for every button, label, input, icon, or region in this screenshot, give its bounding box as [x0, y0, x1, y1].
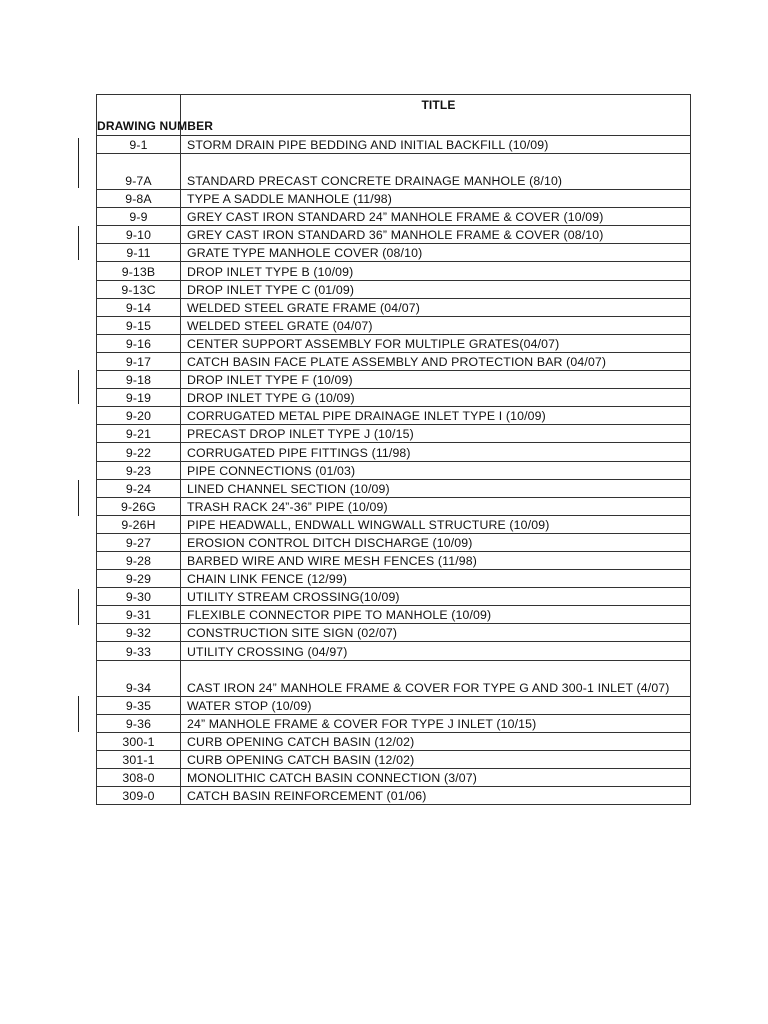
drawing-title: UTILITY CROSSING (04/97): [181, 642, 691, 660]
table-row: [97, 226, 691, 244]
drawing-number: 9-13C: [97, 280, 181, 298]
drawing-title: GREY CAST IRON STANDARD 24” MANHOLE FRAME & COVER (10/09): [181, 208, 691, 226]
drawing-number: 9-24: [97, 479, 181, 497]
drawing-number: 301-1: [97, 750, 181, 768]
table-row: [97, 696, 691, 714]
table-row: [97, 280, 691, 298]
drawing-number: 9-19: [97, 389, 181, 407]
table-row: [97, 461, 691, 479]
drawing-title: GREY CAST IRON STANDARD 36” MANHOLE FRAME & COVER (08/10): [181, 226, 691, 244]
drawing-number: 9-31: [97, 606, 181, 624]
drawing-number: 9-16: [97, 334, 181, 352]
drawing-number: 9-36: [97, 714, 181, 732]
drawing-title: 24” MANHOLE FRAME & COVER FOR TYPE J INLET (10/15): [181, 714, 691, 732]
drawing-title: PIPE CONNECTIONS (01/03): [181, 461, 691, 479]
drawing-title: EROSION CONTROL DITCH DISCHARGE (10/09): [181, 533, 691, 551]
table-row: [97, 389, 691, 407]
drawing-title: PRECAST DROP INLET TYPE J (10/15): [181, 425, 691, 443]
drawing-title: CATCH BASIN FACE PLATE ASSEMBLY AND PROTECTION BAR (04/07): [181, 352, 691, 370]
table-row: [97, 136, 691, 154]
table-row: [97, 407, 691, 425]
drawing-title: CORRUGATED METAL PIPE DRAINAGE INLET TYPE I (10/09): [181, 407, 691, 425]
drawing-number: 9-35: [97, 696, 181, 714]
table-row: [97, 624, 691, 642]
drawing-title: WATER STOP (10/09): [181, 696, 691, 714]
table-row: [97, 787, 691, 805]
table-row: [97, 606, 691, 624]
drawing-number: 9-8A: [97, 190, 181, 208]
revision-bar: [78, 138, 79, 188]
table-row: [97, 190, 691, 208]
drawing-title: LINED CHANNEL SECTION (10/09): [181, 479, 691, 497]
revision-bar: [78, 480, 79, 516]
drawing-number: 9-10: [97, 226, 181, 244]
table-row: [97, 262, 691, 280]
drawing-title: CAST IRON 24” MANHOLE FRAME & COVER FOR TYPE G AND 300-1 INLET (4/07): [181, 660, 691, 696]
drawing-title: BARBED WIRE AND WIRE MESH FENCES (11/98): [181, 551, 691, 569]
drawing-title: WELDED STEEL GRATE FRAME (04/07): [181, 298, 691, 316]
table-row: [97, 515, 691, 533]
drawing-title: MONOLITHIC CATCH BASIN CONNECTION (3/07): [181, 768, 691, 786]
table-row: [97, 750, 691, 768]
drawing-title: WELDED STEEL GRATE (04/07): [181, 316, 691, 334]
drawing-title: DROP INLET TYPE G (10/09): [181, 389, 691, 407]
drawing-number: 308-0: [97, 768, 181, 786]
drawing-title: UTILITY STREAM CROSSING(10/09): [181, 588, 691, 606]
drawing-number: 9-23: [97, 461, 181, 479]
drawing-number: 9-28: [97, 551, 181, 569]
table-body: [97, 136, 691, 805]
table-row: [97, 371, 691, 389]
table-row: [97, 551, 691, 569]
drawing-title: CHAIN LINK FENCE (12/99): [181, 570, 691, 588]
drawing-title: TRASH RACK 24”-36” PIPE (10/09): [181, 497, 691, 515]
drawing-number: 9-33: [97, 642, 181, 660]
drawing-number: 309-0: [97, 787, 181, 805]
drawing-title: CONSTRUCTION SITE SIGN (02/07): [181, 624, 691, 642]
drawing-title: TYPE A SADDLE MANHOLE (11/98): [181, 190, 691, 208]
table-row: [97, 497, 691, 515]
drawing-title: CENTER SUPPORT ASSEMBLY FOR MULTIPLE GRATES(04/07): [181, 334, 691, 352]
table-row: [97, 298, 691, 316]
table-row: [97, 208, 691, 226]
drawing-number: 9-7A: [97, 154, 181, 190]
table-row: [97, 244, 691, 262]
drawing-number: 9-29: [97, 570, 181, 588]
drawing-title: DROP INLET TYPE B (10/09): [181, 262, 691, 280]
drawing-number: 9-30: [97, 588, 181, 606]
table-row: [97, 316, 691, 334]
table-row: [97, 588, 691, 606]
table-row: [97, 154, 691, 190]
drawing-number: 9-9: [97, 208, 181, 226]
drawing-number: 9-32: [97, 624, 181, 642]
drawing-title: CURB OPENING CATCH BASIN (12/02): [181, 732, 691, 750]
drawing-number: 9-14: [97, 298, 181, 316]
table-row: [97, 479, 691, 497]
drawing-number: 9-18: [97, 371, 181, 389]
table-row: [97, 714, 691, 732]
revision-bar: [78, 226, 79, 260]
drawing-title: CORRUGATED PIPE FITTINGS (11/98): [181, 443, 691, 461]
title-header: TITLE: [181, 95, 691, 136]
drawing-number: 9-26H: [97, 515, 181, 533]
revision-bar: [78, 696, 79, 732]
table-header-row: [97, 95, 691, 136]
table-row: [97, 443, 691, 461]
drawing-index-table: [96, 94, 691, 805]
drawing-number: 300-1: [97, 732, 181, 750]
table-row: [97, 334, 691, 352]
table-row: [97, 642, 691, 660]
drawing-number: 9-22: [97, 443, 181, 461]
table-row: [97, 533, 691, 551]
drawing-number: 9-17: [97, 352, 181, 370]
drawing-title: CURB OPENING CATCH BASIN (12/02): [181, 750, 691, 768]
drawing-number: 9-21: [97, 425, 181, 443]
drawing-title: FLEXIBLE CONNECTOR PIPE TO MANHOLE (10/09): [181, 606, 691, 624]
drawing-title: STORM DRAIN PIPE BEDDING AND INITIAL BACKFILL (10/09): [181, 136, 691, 154]
revision-bar: [78, 370, 79, 404]
drawing-number: 9-11: [97, 244, 181, 262]
table-row: [97, 425, 691, 443]
drawing-title: STANDARD PRECAST CONCRETE DRAINAGE MANHOLE (8/10): [181, 154, 691, 190]
drawing-number: 9-1: [97, 136, 181, 154]
table-row: [97, 660, 691, 696]
table-row: [97, 732, 691, 750]
drawing-number: 9-27: [97, 533, 181, 551]
table-row: [97, 768, 691, 786]
drawing-number: 9-26G: [97, 497, 181, 515]
drawing-number: 9-20: [97, 407, 181, 425]
drawing-title: DROP INLET TYPE C (01/09): [181, 280, 691, 298]
drawing-number: 9-15: [97, 316, 181, 334]
drawing-title: DROP INLET TYPE F (10/09): [181, 371, 691, 389]
drawing-title: CATCH BASIN REINFORCEMENT (01/06): [181, 787, 691, 805]
drawing-number-header: DRAWING NUMBER: [97, 95, 181, 136]
drawing-number: 9-13B: [97, 262, 181, 280]
table-row: [97, 352, 691, 370]
revision-bar: [78, 589, 79, 625]
table-row: [97, 570, 691, 588]
drawing-title: PIPE HEADWALL, ENDWALL WINGWALL STRUCTURE (10/09): [181, 515, 691, 533]
drawing-title: GRATE TYPE MANHOLE COVER (08/10): [181, 244, 691, 262]
drawing-number: 9-34: [97, 660, 181, 696]
